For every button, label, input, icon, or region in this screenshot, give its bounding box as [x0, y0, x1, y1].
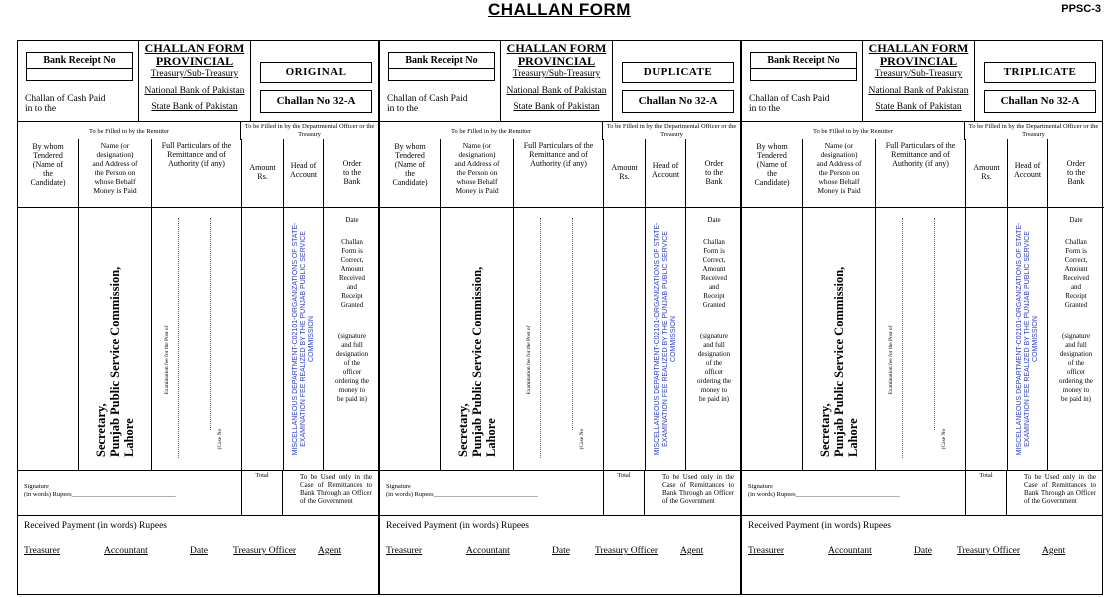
col-header-amount: Amount Rs. — [604, 139, 645, 208]
col-header-order: Order to the Bank — [686, 139, 742, 208]
treasurer-label: Treasurer — [386, 546, 423, 556]
treasury-text: Treasury/Sub-Treasury — [150, 69, 239, 79]
tendered-cell[interactable] — [18, 208, 78, 470]
bank-receipt-label: Bank Receipt No — [767, 55, 840, 66]
accountant-label: Accountant — [828, 546, 872, 556]
copy-type-badge: ORIGINAL — [260, 62, 372, 83]
col-header-tendered: By whom Tendered (Name of the Candidate) — [742, 139, 802, 208]
date-label: Date — [914, 546, 932, 556]
head-of-account-text: MISCELLANEOUS DEPARTMENT-C02101-ORGANIZATIONS OF STATE- EXAMINATION FEE REALIZED BY THE PUNJAB PUBLIC SERVICE COMMISSION — [653, 222, 677, 456]
col-header-name: Name (or designation) and Address of the Person on whose Behalf Money is Paid — [441, 139, 513, 208]
head-of-account-text: MISCELLANEOUS DEPARTMENT-C02101-ORGANIZATIONS OF STATE- EXAMINATION FEE REALIZED BY THE PUNJAB PUBLIC SERVICE COMMISSION — [1015, 222, 1039, 456]
col-header-head-account: Head of Account — [646, 139, 685, 208]
signature-line[interactable]: Signature (in words) Rupees________________________________ — [748, 483, 900, 498]
remitter-section-label: To be Filled in by the Remitter — [380, 122, 603, 140]
treasury-officer-label: Treasury Officer — [957, 546, 1021, 556]
form-subtitle: PROVINCIAL — [517, 54, 596, 68]
bank-receipt-label: Bank Receipt No — [405, 55, 478, 66]
exam-fee-post-text: Examination fee for the Post of — [164, 325, 170, 395]
col-header-amount: Amount Rs. — [966, 139, 1007, 208]
signature-line[interactable]: Signature (in words) Rupees________________________________ — [24, 483, 176, 498]
remitter-section-label: To be Filled in by the Remitter — [18, 122, 241, 140]
department-section-label: To be Filled in by the Departmental Officer or the Treasury — [968, 123, 1099, 138]
department-section-label: To be Filled in by the Departmental Officer or the Treasury — [244, 123, 375, 138]
col-header-order: Order to the Bank — [324, 139, 380, 208]
cash-paid-text: Challan of Cash Paid in to the — [25, 94, 106, 114]
copy-type-badge: TRIPLICATE — [984, 62, 1096, 83]
received-payment-text: Received Payment (in words) Rupees — [386, 521, 529, 531]
date-label: Date — [552, 546, 570, 556]
bank-receipt-box[interactable] — [26, 52, 133, 81]
col-header-tendered: By whom Tendered (Name of the Candidate) — [380, 139, 440, 208]
form-title: CHALLAN FORM — [506, 41, 607, 55]
col-header-particulars: Full Particulars of the Remittance and of Authority (if any) — [514, 139, 603, 208]
received-payment-text: Received Payment (in words) Rupees — [748, 521, 891, 531]
col-header-head-account: Head of Account — [284, 139, 323, 208]
col-header-head-account: Head of Account — [1008, 139, 1047, 208]
order-date: Date — [345, 216, 359, 224]
challan-copy-triplicate — [741, 40, 1103, 595]
copy-type-badge: DUPLICATE — [622, 62, 734, 83]
case-no-text: (Case No — [579, 428, 585, 449]
total-cell: Total — [965, 471, 1007, 516]
amount-cell[interactable] — [966, 208, 1007, 470]
order-correct-text: Challan Form is Correct, Amount Received and Receipt Granted — [338, 238, 366, 309]
form-title: CHALLAN FORM — [144, 41, 245, 55]
agent-label: Agent — [1042, 546, 1066, 556]
sbp-text: State Bank of Pakistan — [513, 102, 600, 112]
government-use-note: To be Used only in the Case of Remittances to Bank Through an Officer of the Government — [662, 473, 734, 505]
nbp-text: National Bank of Pakistan — [506, 86, 607, 96]
received-payment-text: Received Payment (in words) Rupees — [24, 521, 167, 531]
col-header-tendered: By whom Tendered (Name of the Candidate) — [18, 139, 78, 208]
government-use-note: To be Used only in the Case of Remittances to Bank Through an Officer of the Government — [1024, 473, 1096, 505]
treasury-officer-label: Treasury Officer — [233, 546, 297, 556]
agent-label: Agent — [680, 546, 704, 556]
treasurer-label: Treasurer — [24, 546, 61, 556]
order-signature-text: (signature and full designation of the officer ordering the money to be paid in) — [334, 332, 369, 403]
order-signature-text: (signature and full designation of the officer ordering the money to be paid in) — [696, 332, 731, 403]
order-signature-text: (signature and full designation of the officer ordering the money to be paid in) — [1058, 332, 1093, 403]
sbp-text: State Bank of Pakistan — [151, 102, 238, 112]
col-header-particulars: Full Particulars of the Remittance and of Authority (if any) — [152, 139, 241, 208]
page-title: CHALLAN FORM — [488, 0, 631, 19]
treasurer-label: Treasurer — [748, 546, 785, 556]
nbp-text: National Bank of Pakistan — [144, 86, 245, 96]
bank-receipt-box[interactable] — [750, 52, 857, 81]
form-subtitle: PROVINCIAL — [155, 54, 234, 68]
order-correct-text: Challan Form is Correct, Amount Received and Receipt Granted — [1062, 238, 1090, 309]
challan-number: Challan No 32-A — [622, 90, 734, 113]
challan-table — [18, 139, 378, 470]
challan-number: Challan No 32-A — [260, 90, 372, 113]
col-header-name: Name (or designation) and Address of the Person on whose Behalf Money is Paid — [79, 139, 151, 208]
cash-paid-text: Challan of Cash Paid in to the — [749, 94, 830, 114]
col-header-particulars: Full Particulars of the Remittance and of Authority (if any) — [876, 139, 965, 208]
treasury-text: Treasury/Sub-Treasury — [874, 69, 963, 79]
secretary-address: Secretary, Punjab Public Service Commission, Lahore — [456, 266, 498, 457]
tendered-cell[interactable] — [742, 208, 802, 470]
challan-copy-original — [17, 40, 379, 595]
accountant-label: Accountant — [104, 546, 148, 556]
bank-receipt-box[interactable] — [388, 52, 495, 81]
challan-table — [742, 139, 1102, 470]
sbp-text: State Bank of Pakistan — [875, 102, 962, 112]
case-no-text: (Case No — [217, 428, 223, 449]
tendered-cell[interactable] — [380, 208, 440, 470]
total-cell: Total — [241, 471, 283, 516]
exam-fee-post-text: Examination fee for the Post of — [526, 325, 532, 395]
head-of-account-text: MISCELLANEOUS DEPARTMENT-C02101-ORGANIZATIONS OF STATE- EXAMINATION FEE REALIZED BY THE PUNJAB PUBLIC SERVICE COMMISSION — [291, 222, 315, 456]
total-cell: Total — [603, 471, 645, 516]
challan-table — [380, 139, 740, 470]
col-header-amount: Amount Rs. — [242, 139, 283, 208]
agent-label: Agent — [318, 546, 342, 556]
amount-cell[interactable] — [604, 208, 645, 470]
secretary-address: Secretary, Punjab Public Service Commission, Lahore — [818, 266, 860, 457]
treasury-officer-label: Treasury Officer — [595, 546, 659, 556]
cash-paid-text: Challan of Cash Paid in to the — [387, 94, 468, 114]
signature-line[interactable]: Signature (in words) Rupees________________________________ — [386, 483, 538, 498]
nbp-text: National Bank of Pakistan — [868, 86, 969, 96]
challan-copy-duplicate — [379, 40, 741, 595]
challan-number: Challan No 32-A — [984, 90, 1096, 113]
case-no-text: (Case No — [941, 428, 947, 449]
order-date: Date — [707, 216, 721, 224]
amount-cell[interactable] — [242, 208, 283, 470]
secretary-address: Secretary, Punjab Public Service Commission, Lahore — [94, 266, 136, 457]
accountant-label: Accountant — [466, 546, 510, 556]
treasury-text: Treasury/Sub-Treasury — [512, 69, 601, 79]
order-date: Date — [1069, 216, 1083, 224]
form-title: CHALLAN FORM — [868, 41, 969, 55]
department-section-label: To be Filled in by the Departmental Officer or the Treasury — [606, 123, 737, 138]
form-code: PPSC-3 — [1061, 3, 1101, 15]
col-header-name: Name (or designation) and Address of the Person on whose Behalf Money is Paid — [803, 139, 875, 208]
order-correct-text: Challan Form is Correct, Amount Received and Receipt Granted — [700, 238, 728, 309]
exam-fee-post-text: Examination fee for the Post of — [888, 325, 894, 395]
form-subtitle: PROVINCIAL — [879, 54, 958, 68]
date-label: Date — [190, 546, 208, 556]
bank-receipt-label: Bank Receipt No — [43, 55, 116, 66]
government-use-note: To be Used only in the Case of Remittances to Bank Through an Officer of the Government — [300, 473, 372, 505]
col-header-order: Order to the Bank — [1048, 139, 1104, 208]
remitter-section-label: To be Filled in by the Remitter — [742, 122, 965, 140]
